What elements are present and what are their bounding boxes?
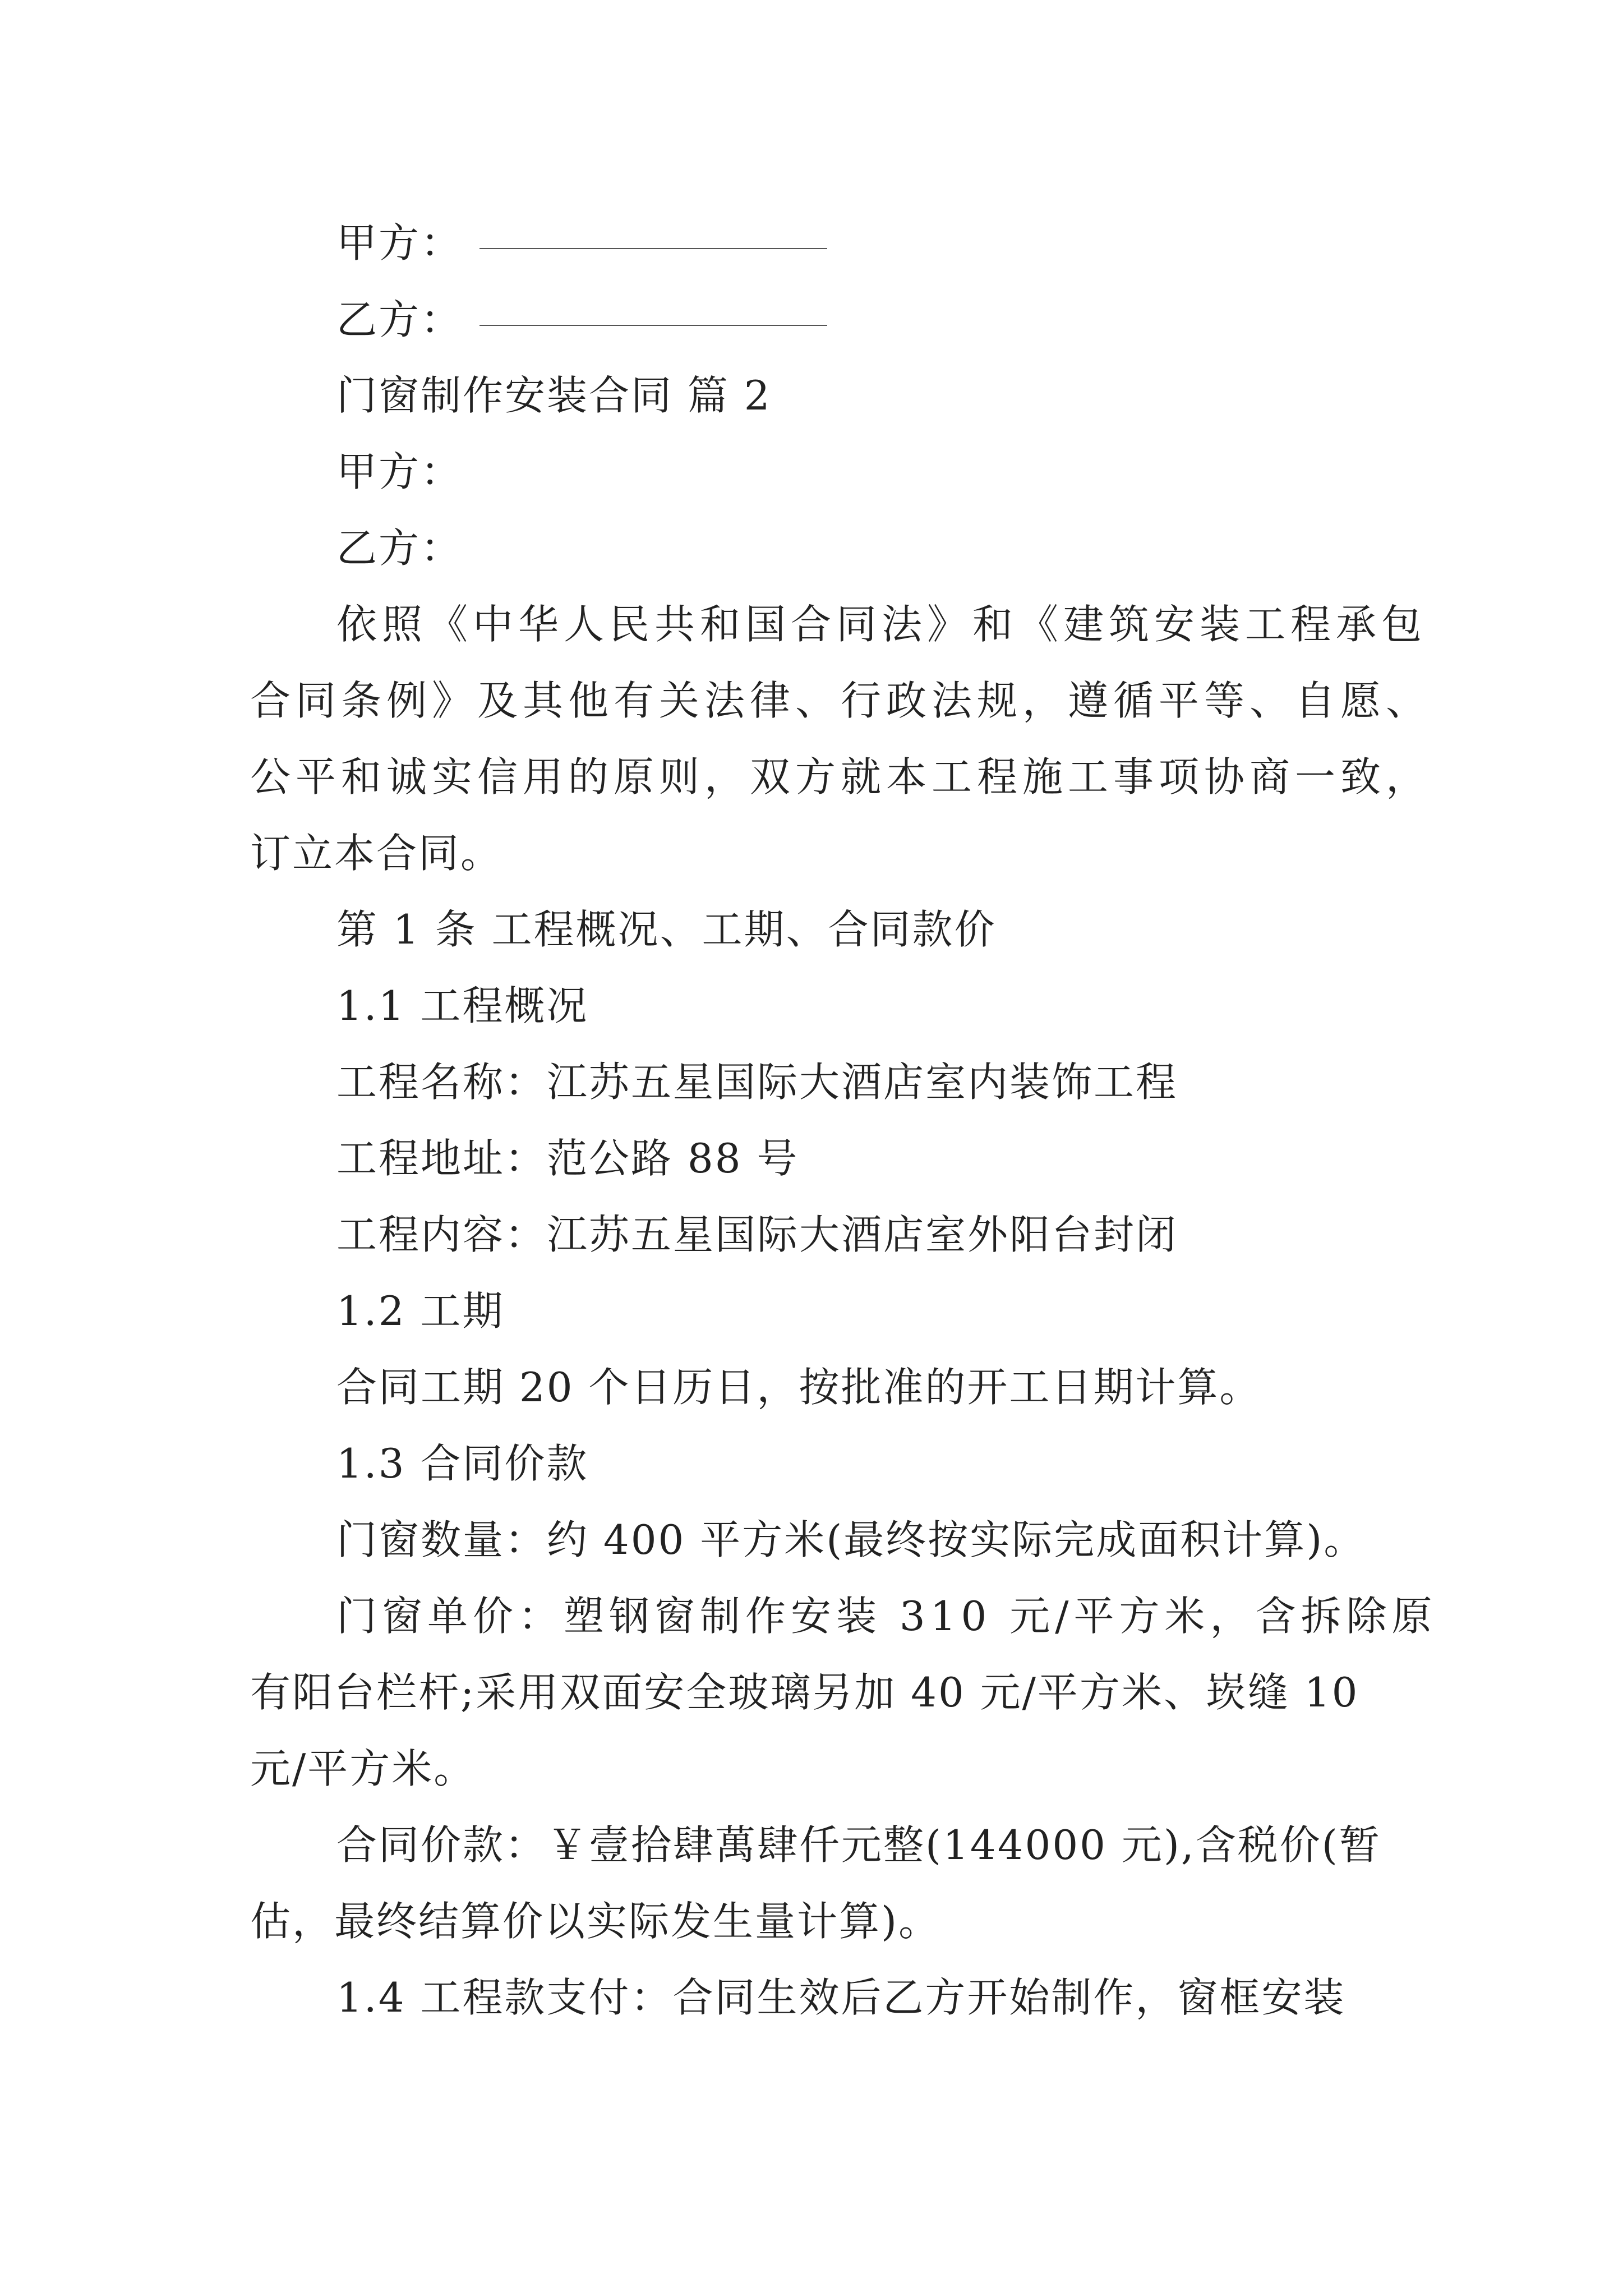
section-title: 门窗制作安装合同 篇 2 [336,372,772,419]
party-b-line: 乙方： [336,524,463,572]
subsection-1-2: 1.2 工期 [336,1287,505,1335]
article-1-title: 第 1 条 工程概况、工期、合同款价 [336,906,997,953]
intro-line-2: 合同条例》及其他有关法律、行政法规，遵循平等、自愿、 [250,677,1432,724]
signature-party-b-blank [479,323,827,326]
intro-line-3: 公平和诚实信用的原则，双方就本工程施工事项协商一致， [250,753,1432,800]
subsection-1-1: 1.1 工程概况 [336,982,589,1029]
intro-line-1: 依照《中华人民共和国合同法》和《建筑安装工程承包 [336,601,1427,648]
signature-party-b [336,292,1486,348]
contract-price-line-2: 估，最终结算价以实际发生量计算)。 [250,1898,941,1945]
project-name: 工程名称：江苏五星国际大酒店室内装饰工程 [336,1059,1178,1106]
intro-line-4: 订立本合同。 [250,830,503,877]
unit-price-line-2: 有阳台栏杆;采用双面安全玻璃另加 40 元/平方米、崁缝 10 [250,1669,1359,1716]
signature-party-a-blank [479,246,827,249]
signature-party-b-label: 乙方： [336,296,463,343]
contract-duration: 合同工期 20 个日历日，按批准的开工日期计算。 [336,1364,1262,1411]
signature-party-a-label: 甲方： [336,219,463,266]
subsection-1-4: 1.4 工程款支付：合同生效后乙方开始制作，窗框安装 [336,1974,1346,2021]
subsection-1-3: 1.3 合同价款 [336,1440,589,1487]
contract-price-line-1: 合同价款：￥壹拾肆萬肆仟元整(144000 元),含税价(暂 [336,1821,1381,1869]
unit-price-line-3: 元/平方米。 [250,1745,476,1792]
party-a-line: 甲方： [336,448,463,495]
project-content: 工程内容：江苏五星国际大酒店室外阳台封闭 [336,1211,1178,1258]
unit-price-line-1: 门窗单价：塑钢窗制作安装 310 元/平方米，含拆除原 [336,1593,1437,1640]
signature-party-a [336,215,1486,271]
project-address: 工程地址：范公路 88 号 [336,1135,799,1182]
window-quantity: 门窗数量：约 400 平方米(最终按实际完成面积计算)。 [336,1516,1366,1563]
